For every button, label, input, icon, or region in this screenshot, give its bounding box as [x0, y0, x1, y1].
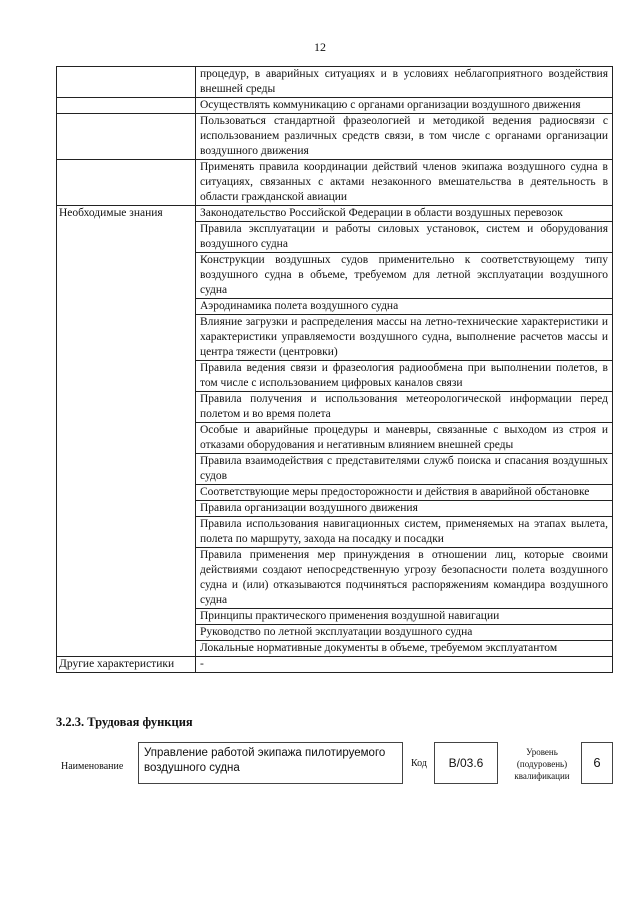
table-row [57, 657, 613, 673]
list-item: Правила взаимодействия с представителями служб поиска и спасания воздушных судов [196, 454, 613, 485]
list-item: Применять правила координации действий членов экипажа воздушного судна в ситуациях, связанных с актами незаконного вмешательства в деятельность в области гражданской авиации [196, 160, 613, 206]
row-label-empty [57, 98, 196, 114]
table-row [57, 114, 613, 160]
page-number: 12 [314, 40, 326, 54]
list-item: Правила эксплуатации и работы силовых установок, систем и оборудования воздушного судна [196, 222, 613, 253]
name-label: Наименование [61, 761, 124, 772]
list-item: Особые и аварийные процедуры и маневры, связанные с выходом из строя и отказами оборудования и негативным влиянием внешней среды [196, 423, 613, 454]
list-item: Конструкции воздушных судов применительно к соответствующему типу воздушного судна в объеме, требуемом для летной эксплуатации воздушного судна [196, 253, 613, 299]
skills-knowledge-table [56, 66, 613, 673]
function-name-field: Управление работой экипажа пилотируемого воздушного судна [138, 742, 403, 784]
row-label-empty [57, 160, 196, 206]
qualification-level-field: 6 [581, 742, 613, 784]
list-item: Принципы практического применения воздушной навигации [196, 609, 613, 625]
list-item: Правила ведения связи и фразеология радиообмена при выполнении полетов, в том числе с использованием цифровых каналов связи [196, 361, 613, 392]
other-characteristics-label: Другие характеристики [57, 657, 196, 673]
list-item: Правила применения мер принуждения в отношении лиц, которые своими действиями создают непосредственную угрозу безопасности полета воздушного судна и (или) отказываются подчиняться распоряжениям командира воздушного судна [196, 548, 613, 609]
list-item: Локальные нормативные документы в объеме, требуемом эксплуатантом [196, 641, 613, 657]
list-item: Руководство по летной эксплуатации воздушного судна [196, 625, 613, 641]
code-label: Код [411, 758, 427, 769]
table-row [57, 160, 613, 206]
list-item: Осуществлять коммуникацию с органами организации воздушного движения [196, 98, 613, 114]
knowledge-label: Необходимые знания [57, 206, 196, 657]
code-field: B/03.6 [434, 742, 498, 784]
list-item: Законодательство Российской Федерации в области воздушных перевозок [196, 206, 613, 222]
row-label-empty [57, 67, 196, 98]
row-label-empty [57, 114, 196, 160]
other-characteristics-value: - [196, 657, 613, 673]
list-item: Правила использования навигационных систем, применяемых на этапах вылета, полета по маршруту, захода на посадку и посадки [196, 517, 613, 548]
list-item: процедур, в аварийных ситуациях и в условиях неблагоприятного воздействия внешней среды [196, 67, 613, 98]
list-item: Влияние загрузки и распределения массы на летно-технические характеристики и характеристики управляемости воздушного судна, выполнение расчетов массы и центра тяжести (центровки) [196, 315, 613, 361]
list-item: Аэродинамика полета воздушного судна [196, 299, 613, 315]
list-item: Соответствующие меры предосторожности и действия в аварийной обстановке [196, 485, 613, 501]
table-row [57, 206, 613, 222]
table-row [57, 98, 613, 114]
table-row [57, 67, 613, 98]
list-item: Правила получения и использования метеорологической информации перед полетом и во время полета [196, 392, 613, 423]
list-item: Пользоваться стандартной фразеологией и методикой ведения радиосвязи с использованием различных средств связи, в том числе с органами организации воздушного движения [196, 114, 613, 160]
qualification-level-label: Уровень (подуровень) квалификации [514, 747, 570, 781]
section-heading: 3.2.3. Трудовая функция [56, 715, 193, 729]
list-item: Правила организации воздушного движения [196, 501, 613, 517]
